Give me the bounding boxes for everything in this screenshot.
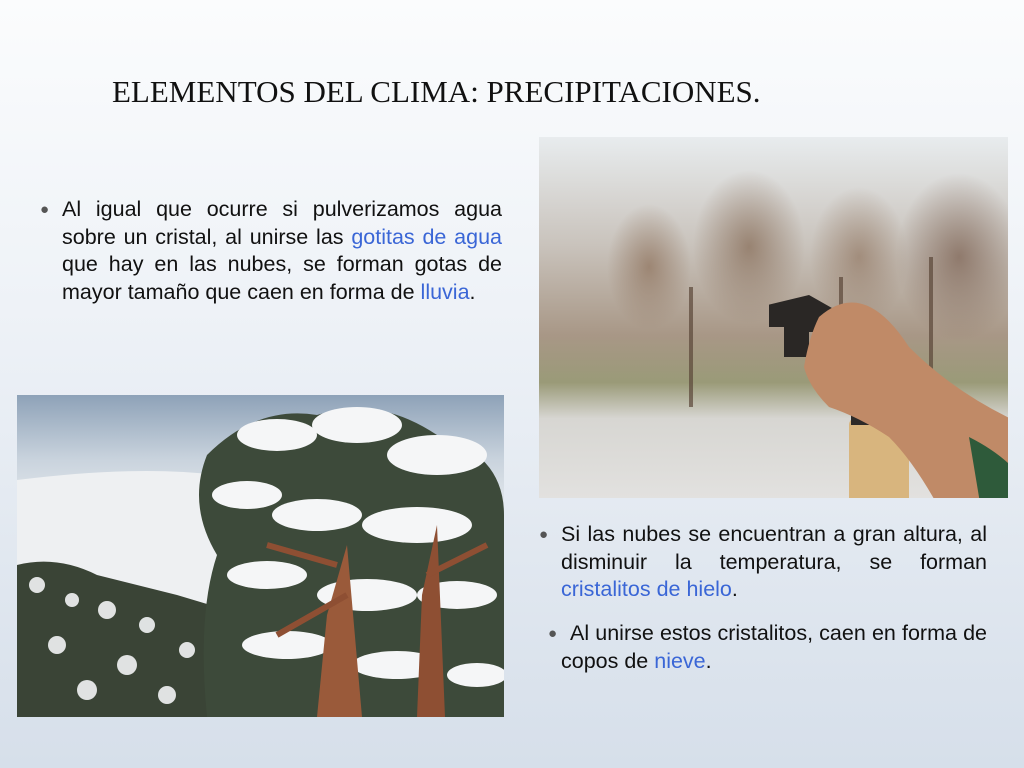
paragraph-snow	[548, 620, 987, 675]
paragraph-text: .	[469, 279, 476, 304]
bullet-icon: ●	[548, 625, 558, 642]
paragraph-text: Al unirse estos cristalitos, caen en forma de copos de	[561, 621, 987, 673]
paragraph-rain	[40, 196, 502, 306]
paragraph-text: .	[731, 577, 738, 601]
bullet-icon: ●	[539, 526, 549, 543]
highlight-term: lluvia	[420, 279, 470, 304]
paragraph-text: .	[705, 648, 712, 673]
paragraph-text: Si las nubes se encuentran a gran altura, al disminuir la temperatura, se forman	[561, 522, 987, 574]
highlight-term: gotitas de agua	[351, 224, 502, 249]
photo-snowy-pine-forest	[17, 395, 504, 717]
spray-bottle-hand-icon	[769, 287, 1008, 498]
photo-rainy-window-sprayer	[539, 137, 1008, 498]
highlight-term: nieve	[654, 648, 706, 673]
paragraph-text: que hay en las nubes, se forman gotas de mayor tamaño que caen en forma de	[62, 252, 502, 304]
bullet-icon: ●	[40, 201, 50, 218]
paragraph-text: Al igual que ocurre si pulverizamos agua sobre un cristal, al unirse las	[62, 197, 502, 249]
highlight-term: cristalitos de hielo	[561, 577, 732, 601]
paragraph-ice-crystals	[539, 521, 987, 604]
slide-title: ELEMENTOS DEL CLIMA: PRECIPITACIONES.	[112, 74, 761, 109]
